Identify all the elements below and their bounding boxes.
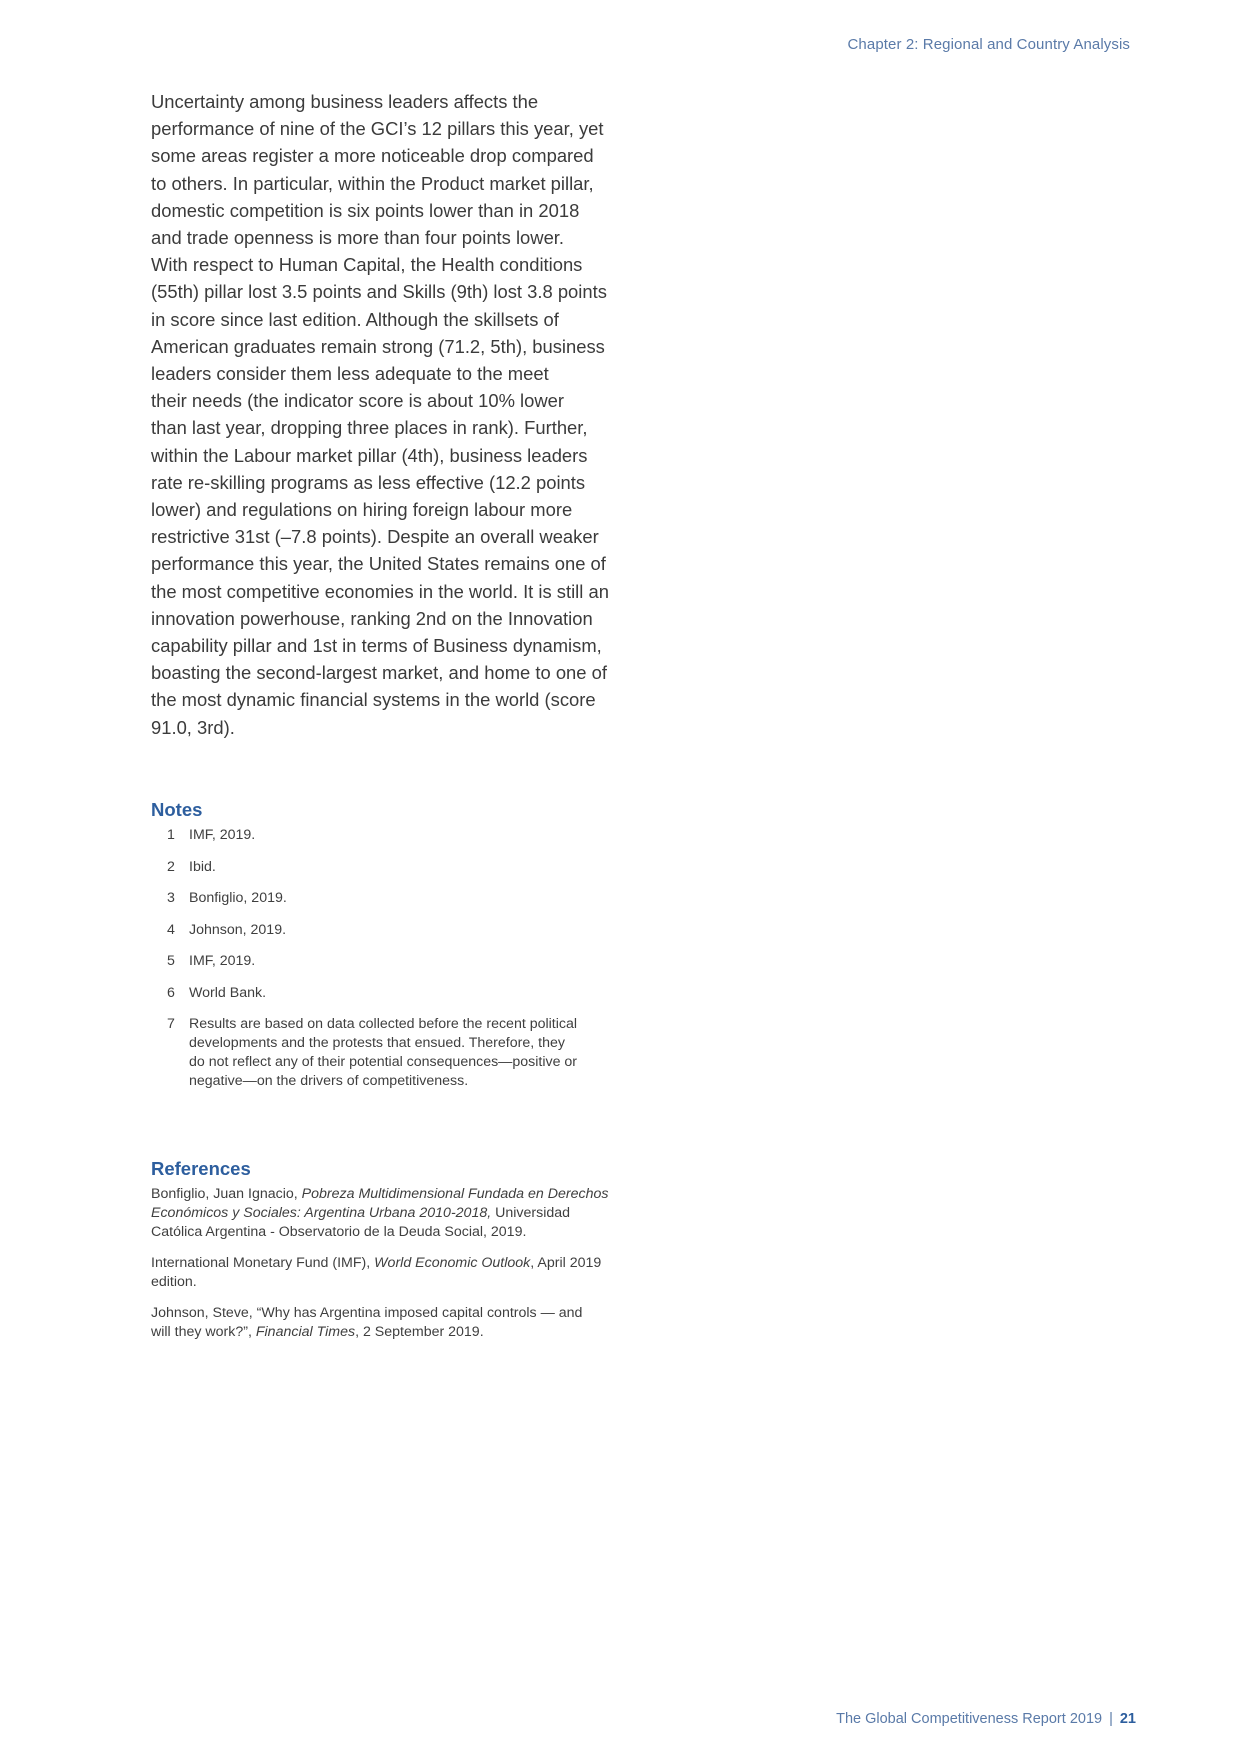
reference-item [151,1185,631,1242]
report-title: The Global Competitiveness Report 2019 [836,1711,1103,1727]
reference-line: Católica Argentina - Observatorio de la Deuda Social, 2019. [151,1224,527,1240]
reference-date: , 2 September 2019. [355,1324,484,1340]
body-line: and trade openness is more than four points lower. [151,227,565,249]
reference-author: Johnson, Steve, “Why has Argentina imposed capital controls — and [151,1305,583,1321]
note-item [151,921,621,940]
note-text-line: Results are based on data collected before the recent political [189,1016,578,1032]
running-header: Chapter 2: Regional and Country Analysis [847,36,1130,53]
reference-title: Económicos y Sociales: Argentina Urbana 2010-2018, [151,1205,492,1221]
reference-title: Pobreza Multidimensional Fundada en Derechos [301,1186,609,1202]
notes-list [151,826,621,1104]
body-line: performance this year, the United States remains one of [151,553,606,575]
page-footer [836,1711,1136,1727]
note-number: 5 [167,953,175,969]
body-line: to others. In particular, within the Product market pillar, [151,172,594,194]
reference-title: Financial Times [255,1324,356,1340]
note-text: IMF, 2019. [189,827,256,843]
note-item [151,984,621,1003]
body-line: within the Labour market pillar (4th), business leaders [151,444,588,466]
note-number: 6 [167,984,175,1001]
reference-title: World Economic Outlook [374,1255,531,1271]
note-text: World Bank. [189,984,267,1001]
note-number: 7 [167,1016,175,1032]
note-text-line: developments and the protests that ensued. Therefore, they [189,1035,565,1051]
body-line: American graduates remain strong (71.2, 5th), business [151,335,605,357]
note-item [151,826,621,845]
reference-line: edition. [151,1274,197,1290]
note-item [151,1015,621,1091]
note-item [151,952,621,971]
note-text: Ibid. [189,858,216,875]
body-line: domestic competition is six points lower than in 2018 [151,199,580,221]
note-text: IMF, 2019. [189,953,256,969]
note-item [151,889,621,908]
note-text: Johnson, 2019. [189,921,287,938]
note-number: 3 [167,890,175,906]
notes-heading: Notes [151,799,203,820]
body-line: rate re-skilling programs as less effective (12.2 points [151,471,586,493]
body-line: innovation powerhouse, ranking 2nd on the Innovation [151,607,593,629]
body-line: than last year, dropping three places in rank). Further, [151,417,588,439]
page-number: 21 [1119,1711,1136,1727]
references-heading: References [151,1158,251,1179]
body-line: Uncertainty among business leaders affects the [151,91,539,112]
body-line: restrictive 31st (–7.8 points). Despite an overall weaker [151,526,599,548]
body-line: leaders consider them less adequate to the meet [151,363,549,385]
body-paragraph [151,88,631,741]
note-item [151,858,621,877]
reference-date: , April 2019 [530,1255,602,1271]
body-line: With respect to Human Capital, the Health conditions [151,254,583,276]
note-text: Bonfiglio, 2019. [189,890,287,906]
body-line: some areas register a more noticeable drop compared [151,145,594,167]
reference-item [151,1254,631,1292]
note-text-line: negative—on the drivers of competitiveness. [189,1073,469,1089]
reference-article: will they work?”, [151,1324,256,1340]
body-line: lower) and regulations on hiring foreign labour more [151,499,573,521]
body-line: their needs (the indicator score is about 10% lower [151,390,564,412]
body-line: capability pillar and 1st in terms of Business dynamism, [151,635,602,657]
body-line: in score since last edition. Although the skillsets of [151,308,559,330]
reference-publisher: Universidad [491,1205,571,1221]
body-line: the most competitive economies in the world. It is still an [151,580,609,602]
note-number: 1 [167,827,175,843]
body-line: (55th) pillar lost 3.5 points and Skills (9th) lost 3.8 points [151,281,607,303]
reference-item [151,1304,631,1342]
reference-author: International Monetary Fund (IMF), [151,1255,375,1271]
note-number: 2 [167,858,175,875]
body-line: boasting the second-largest market, and home to one of [151,662,607,684]
reference-author: Bonfiglio, Juan Ignacio, [151,1186,302,1202]
reference-line [151,1204,631,1223]
note-number: 4 [167,921,175,938]
footer-separator: | [1109,1711,1113,1727]
references-list [151,1185,631,1354]
body-line: the most dynamic financial systems in the world (score [151,689,596,711]
body-line: 91.0, 3rd). [151,716,235,738]
body-line: performance of nine of the GCI’s 12 pillars this year, yet [151,118,604,140]
note-text-line: do not reflect any of their potential consequences—positive or [189,1054,578,1070]
reference-line [151,1323,631,1342]
